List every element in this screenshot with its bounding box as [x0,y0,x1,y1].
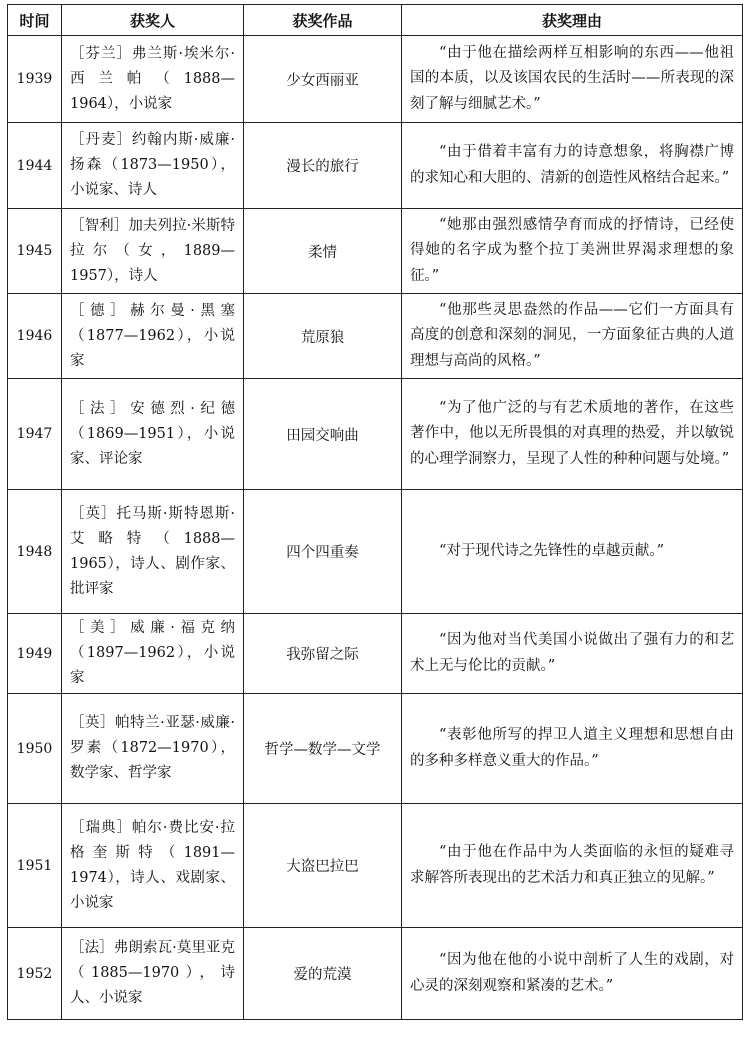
work-cell: 漫长的旅行 [244,123,402,209]
year-cell: 1952 [8,928,62,1020]
reason-cell [402,804,743,928]
reason-text: “由于他在描绘两样互相影响的东西——他祖国的本质，以及该国农民的生活时——所表现的深刻了解与细腻艺术。” [410,44,734,112]
reason-cell [402,490,743,614]
reason-text: “为了他广泛的与有艺术质地的著作，在这些著作中，他以无所畏惧的对真理的热爱，并以敏锐的心理学洞察力，呈现了人性的种种问题与处境。” [410,399,734,467]
year-cell: 1949 [8,614,62,694]
year-cell: 1944 [8,123,62,209]
table-row [8,928,743,1020]
reason-cell [402,209,743,294]
work-cell: 少女西丽亚 [244,36,402,123]
work-cell: 我弥留之际 [244,614,402,694]
laureate-cell: ［法］弗朗索瓦·莫里亚克（1885—1970），诗人、小说家 [62,928,244,1020]
table-row [8,209,743,294]
work-cell: 大盗巴拉巴 [244,804,402,928]
reason-text: “因为他对当代美国小说做出了强有力的和艺术上无与伦比的贡献。” [410,632,734,674]
nobel-prize-table [7,4,743,1020]
laureate-cell: ［瑞典］帕尔·费比安·拉格奎斯特（1891—1974），诗人、戏剧家、小说家 [62,804,244,928]
table-header-row [8,5,743,36]
reason-cell [402,123,743,209]
year-cell: 1948 [8,490,62,614]
laureate-cell: ［英］帕特兰·亚瑟·威廉·罗素（1872—1970），数学家、哲学家 [62,694,244,804]
reason-text: “因为他在他的小说中剖析了人生的戏剧，对心灵的深刻观察和紧凑的艺术。” [410,952,734,994]
reason-cell [402,294,743,379]
reason-cell [402,928,743,1020]
year-cell: 1939 [8,36,62,123]
work-cell: 哲学—数学—文学 [244,694,402,804]
table-row [8,804,743,928]
year-cell: 1951 [8,804,62,928]
table-row [8,294,743,379]
laureate-cell: ［丹麦］约翰内斯·威廉·扬森（1873—1950），小说家、诗人 [62,123,244,209]
work-cell: 四个四重奏 [244,490,402,614]
reason-cell [402,694,743,804]
work-cell: 荒原狼 [244,294,402,379]
header-laureate: 获奖人 [62,5,244,36]
reason-text: “由于借着丰富有力的诗意想象，将胸襟广博的求知心和大胆的、清新的创造性风格结合起来。” [410,144,734,186]
laureate-cell: ［德］赫尔曼·黑塞（1877—1962），小说家 [62,294,244,379]
work-cell: 爱的荒漠 [244,928,402,1020]
table-row [8,614,743,694]
reason-cell [402,614,743,694]
laureate-cell: ［芬兰］弗兰斯·埃米尔·西兰帕（1888—1964），小说家 [62,36,244,123]
header-work: 获奖作品 [244,5,402,36]
year-cell: 1945 [8,209,62,294]
laureate-cell: ［法］安德烈·纪德（1869—1951），小说家、评论家 [62,379,244,490]
table-row [8,694,743,804]
work-cell: 田园交响曲 [244,379,402,490]
reason-text: “对于现代诗之先锋性的卓越贡献。” [439,542,665,559]
reason-cell [402,379,743,490]
reason-text: “她那由强烈感情孕育而成的抒情诗，已经使得她的名字成为整个拉丁美洲世界渴求理想的象征。” [410,216,734,284]
table-row [8,379,743,490]
reason-text: “他那些灵思盎然的作品——它们一方面具有高度的创意和深刻的洞见，一方面象征古典的人道理想与高尚的风格。” [410,301,734,369]
laureate-cell: ［智利］加夫列拉·米斯特拉尔（女，1889—1957），诗人 [62,209,244,294]
table-row [8,490,743,614]
reason-text: “由于他在作品中为人类面临的永恒的疑难寻求解答所表现出的艺术活力和真正独立的见解。” [410,844,734,886]
table-row [8,123,743,209]
header-reason: 获奖理由 [402,5,743,36]
reason-cell [402,36,743,123]
header-year: 时间 [8,5,62,36]
laureate-cell: ［美］威廉·福克纳（1897—1962），小说家 [62,614,244,694]
table-row [8,36,743,123]
year-cell: 1946 [8,294,62,379]
year-cell: 1947 [8,379,62,490]
year-cell: 1950 [8,694,62,804]
work-cell: 柔情 [244,209,402,294]
reason-text: “表彰他所写的捍卫人道主义理想和思想自由的多种多样意义重大的作品。” [410,727,734,769]
laureate-cell: ［英］托马斯·斯特恩斯·艾略特（1888—1965），诗人、剧作家、批评家 [62,490,244,614]
